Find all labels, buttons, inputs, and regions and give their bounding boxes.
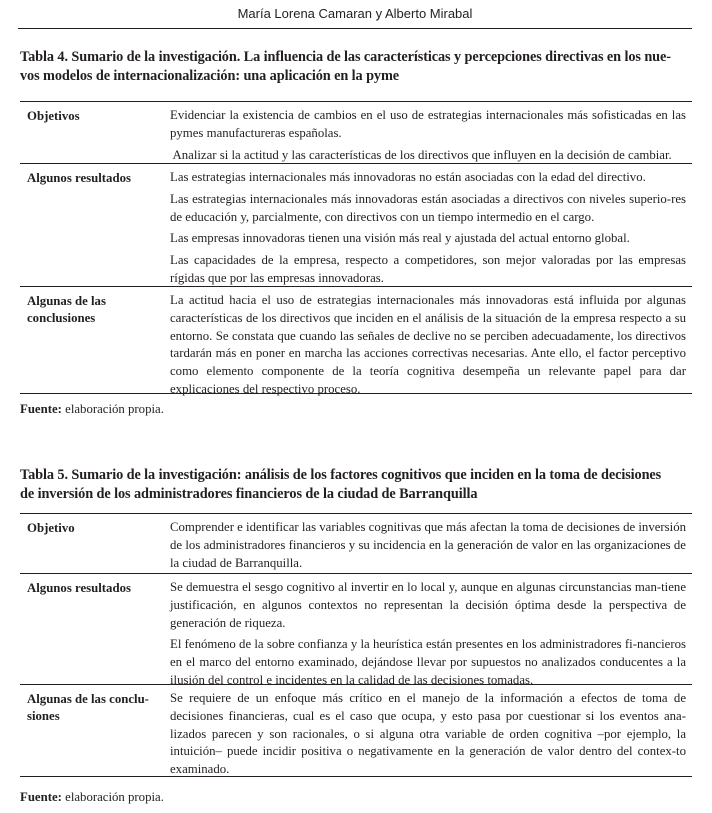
row-content: [170, 514, 692, 573]
paragraph: Se demuestra el sesgo cognitivo al invertir en lo local y, aunque en algunas circunstancias man-tiene justificación, en algunos contextos no representan la decisión óptima desde la perspectiva de generación de riqueza.: [170, 580, 686, 630]
table-row-conclusiones: [20, 287, 692, 394]
row-label: Objetivos: [27, 109, 80, 123]
paragraph: Las empresas innovadoras tienen una visión más real y ajustada del actual entorno global.: [170, 231, 630, 246]
row-content: [170, 102, 692, 163]
paragraph: Las estrategias internacionales más innovadoras no están asociadas con la edad del directivo.: [170, 170, 646, 184]
row-label-text: Algunas de las conclu-siones: [27, 692, 149, 723]
table-row-objetivo: [20, 514, 692, 574]
source-label: Fuente:: [20, 790, 62, 804]
table-5-title: [20, 466, 692, 504]
table-row-conclusiones: [20, 685, 692, 777]
row-content: [170, 685, 692, 776]
paragraph: El fenómeno de la sobre confianza y la heurística están presentes en los administradores fi-nancieros en el marco del entorno examinado, dejándose llevar por supuestos no analizados conducentes a la ilusión del control e incidentes en la calidad de las decisiones tomadas.: [170, 637, 686, 687]
table-4-source: [20, 401, 164, 418]
table-4-title-line-1: Tabla 4. Sumario de la investigación. La influencia de las características y percepciones directivas en los nue-: [20, 49, 671, 65]
table-row-objetivos: [20, 102, 692, 164]
row-content: [170, 574, 692, 687]
table-row-resultados: [20, 164, 692, 287]
source-text: elaboración propia.: [61, 402, 164, 416]
row-label: [20, 685, 170, 776]
table-5-source: [20, 789, 164, 806]
row-label: [20, 287, 170, 393]
table-5-title-line-2: de inversión de los administradores financieros de la ciudad de Barranquilla: [20, 486, 478, 502]
paragraph: La actitud hacia el uso de estrategias internacionales más innovadoras está influida por algunas características de los directivos que inciden en el análisis de la situación de la empresa respecto a su entorno. Se constata que cuando las señales de declive no se perciben adecuadamente, los directivos tardarán más en poner en marcha las acciones correctivas necesarias. Ante ello, el factor perceptivo como elemento componente de la teoría cognitiva desempeña un relevante papel para dar explicaciones del respectivo proceso.: [170, 293, 686, 396]
running-head: María Lorena Camaran y Alberto Mirabal: [18, 5, 692, 29]
row-label: Algunos resultados: [27, 581, 131, 595]
row-label: Algunos resultados: [27, 171, 131, 185]
paragraph: Las capacidades de la empresa, respecto a competidores, son mejor valoradas por las empresas rígidas que por las empresas innovadoras.: [170, 253, 686, 285]
table-row-resultados: [20, 574, 692, 685]
row-label-text: Algunas de las conclusiones: [27, 294, 106, 325]
table-5: [20, 513, 692, 777]
paragraph: Se requiere de un enfoque más crítico en el manejo de la información a efectos de toma de decisiones financieras, cual es el caso que ocupa, y esto pasa por cuestionar si los eventos ana-lizados parecen y son racionales, o si alguna otra variable de orden cognitiva –por ejemplo, la intuición– puede incidir positiva o negativamente en la generación de valor dentro del contex-to examinado.: [170, 691, 686, 777]
row-content: [170, 287, 692, 396]
paragraph: Evidenciar la existencia de cambios en el uso de estrategias internacionales más sofisticadas en las pymes manufactureras españolas.: [170, 108, 686, 140]
paragraph: Comprender e identificar las variables cognitivas que más afectan la toma de decisiones de inversión de los administradores financieros y su incidencia en la generación de valor en las organizaciones de la ciudad de Barranquilla.: [170, 520, 686, 570]
table-4: [20, 101, 692, 394]
table-4-title-line-2: vos modelos de internacionalización: una aplicación en la pyme: [20, 68, 400, 84]
paragraph: Las estrategias internacionales más innovadoras están asociadas a directivos con niveles superio-res de educación y, parcialmente, con directivos con un tiempo intermedio en el cargo.: [170, 191, 686, 224]
row-content: [170, 164, 692, 286]
source-label: Fuente:: [20, 402, 62, 416]
row-label: Objetivo: [27, 521, 75, 535]
table-4-title: [20, 48, 692, 86]
source-text: elaboración propia.: [61, 790, 164, 804]
table-5-title-line-1: Tabla 5. Sumario de la investigación: análisis de los factores cognitivos que inciden en la toma de decisiones: [20, 467, 662, 483]
paragraph: Analizar si la actitud y las características de los directivos que influyen en la decisión de cambiar.: [170, 147, 672, 162]
